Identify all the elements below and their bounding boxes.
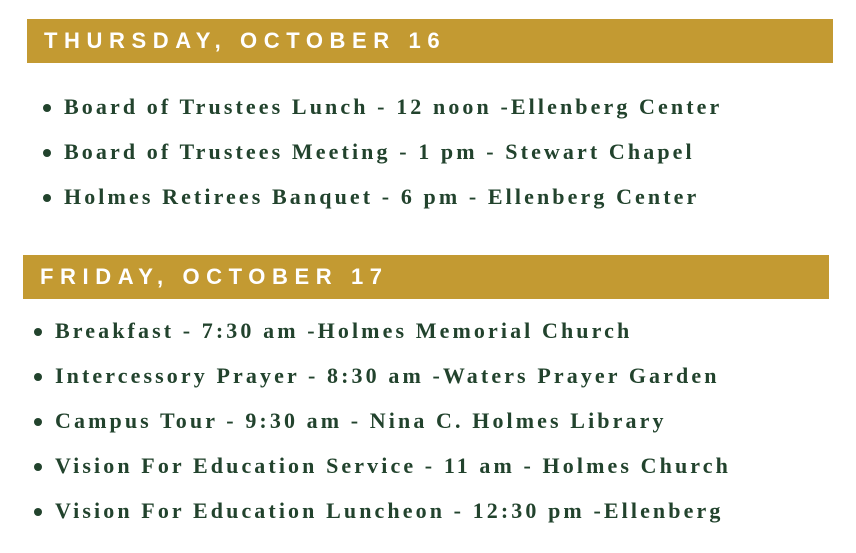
day-heading-thursday: THURSDAY, OCTOBER 16 bbox=[27, 19, 833, 63]
list-item bbox=[34, 353, 731, 398]
list-item bbox=[34, 308, 731, 353]
bullet-icon bbox=[34, 418, 42, 426]
event-text: Breakfast - 7:30 am -Holmes Memorial Church bbox=[55, 318, 633, 343]
bullet-icon bbox=[43, 104, 51, 112]
list-item bbox=[43, 174, 722, 219]
list-item bbox=[43, 84, 722, 129]
event-text: Campus Tour - 9:30 am - Nina C. Holmes Library bbox=[55, 408, 667, 433]
event-text: Board of Trustees Meeting - 1 pm - Stewart Chapel bbox=[64, 139, 695, 164]
list-item bbox=[34, 443, 731, 488]
event-text: Vision For Education Luncheon - 12:30 pm -Ellenberg bbox=[55, 498, 724, 523]
event-list-thursday bbox=[43, 84, 722, 219]
bullet-icon bbox=[34, 328, 42, 336]
event-text: Holmes Retirees Banquet - 6 pm - Ellenberg Center bbox=[64, 184, 700, 209]
day-heading-friday: FRIDAY, OCTOBER 17 bbox=[23, 255, 829, 299]
list-item bbox=[34, 488, 731, 533]
event-list-friday bbox=[34, 308, 731, 533]
list-item bbox=[34, 398, 731, 443]
bullet-icon bbox=[34, 463, 42, 471]
bullet-icon bbox=[43, 149, 51, 157]
event-text: Intercessory Prayer - 8:30 am -Waters Prayer Garden bbox=[55, 363, 720, 388]
event-text: Vision For Education Service - 11 am - Holmes Church bbox=[55, 453, 731, 478]
bullet-icon bbox=[43, 194, 51, 202]
event-text: Board of Trustees Lunch - 12 noon -Ellenberg Center bbox=[64, 94, 723, 119]
bullet-icon bbox=[34, 508, 42, 516]
bullet-icon bbox=[34, 373, 42, 381]
list-item bbox=[43, 129, 722, 174]
